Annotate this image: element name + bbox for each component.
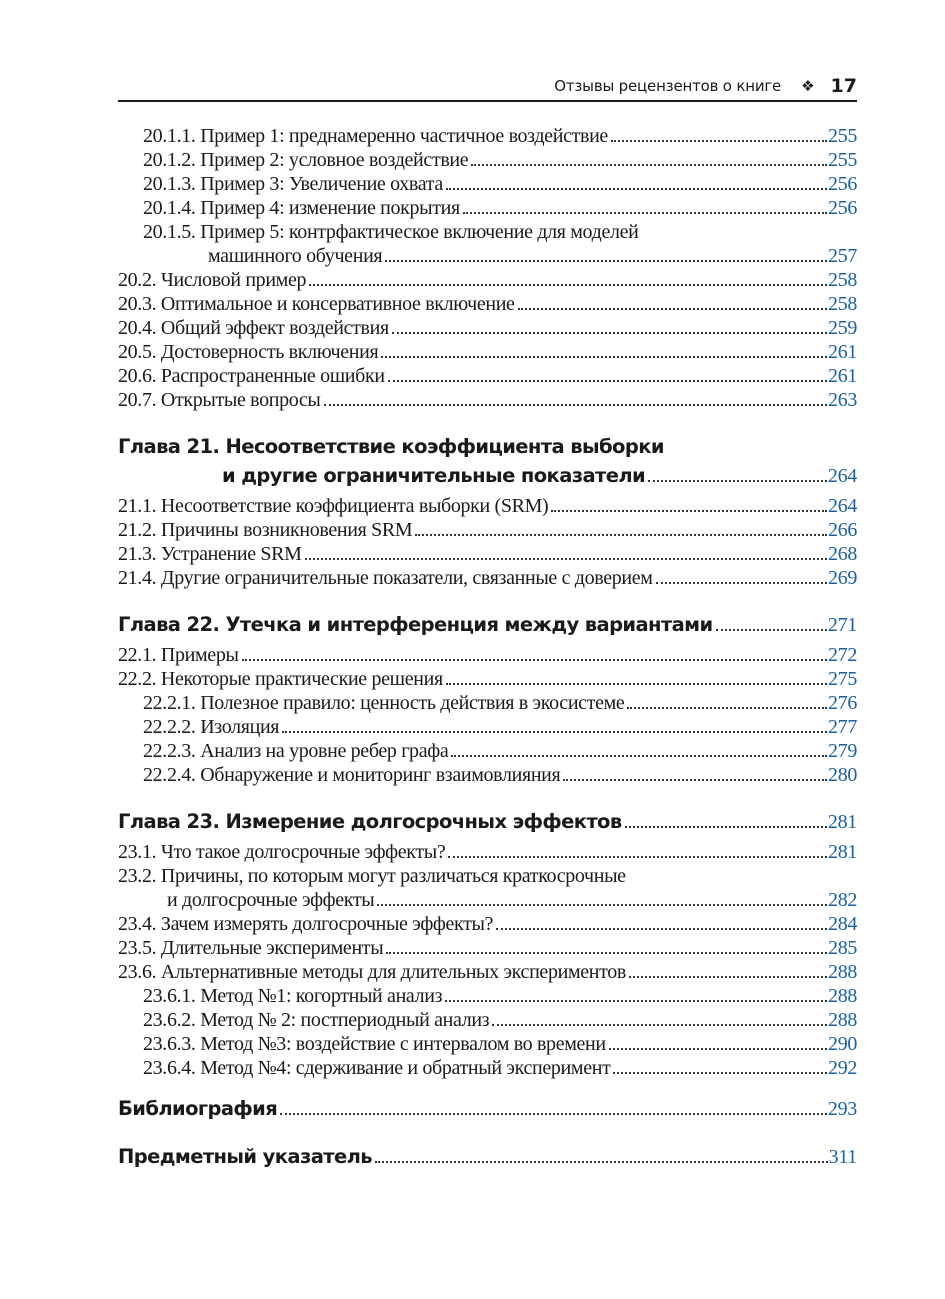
toc-page-link[interactable]: 288 <box>828 1009 857 1031</box>
toc-entry-title: 21.3. Устранение SRM <box>118 543 302 565</box>
dot-leader <box>309 284 827 286</box>
toc-entry-title: 23.6.1. Метод №1: когортный анализ <box>143 985 443 1007</box>
toc-entry[interactable] <box>118 1008 857 1032</box>
toc-entry[interactable] <box>118 566 857 590</box>
toc-line <box>118 172 857 196</box>
toc-line <box>118 542 857 566</box>
toc-entry[interactable] <box>118 763 857 787</box>
toc-entry-title: 22.1. Примеры <box>118 644 239 666</box>
toc-entry-title: 21.2. Причины возникновения SRM <box>118 519 413 541</box>
toc-entry-title: 22.2.4. Обнаружение и мониторинг взаимовлияния <box>143 764 561 786</box>
dot-leader <box>375 1161 828 1163</box>
dot-leader <box>563 779 827 781</box>
dot-leader <box>451 755 827 757</box>
page-number: 17 <box>830 75 857 97</box>
toc-entry-title: 21.4. Другие ограничительные показатели, связанные с доверием <box>118 567 653 589</box>
toc-line <box>118 124 857 148</box>
toc-page-link[interactable]: 271 <box>827 614 857 636</box>
toc-line <box>118 432 857 461</box>
toc-entry[interactable] <box>118 984 857 1008</box>
toc-line <box>118 691 857 715</box>
toc-page-link[interactable]: 292 <box>828 1057 857 1079</box>
toc-line <box>118 340 857 364</box>
toc-line <box>118 864 857 888</box>
dot-leader <box>611 140 827 142</box>
toc-entry-title: 20.1.4. Пример 4: изменение покрытия <box>143 197 460 219</box>
toc-entry-title: 20.1.5. Пример 5: контрфактическое включение для моделей <box>143 221 639 243</box>
toc-page-link[interactable]: 279 <box>828 740 857 762</box>
dot-leader <box>613 1072 827 1074</box>
toc-entry-title: и долгосрочные эффекты <box>167 889 375 911</box>
toc-line <box>118 1008 857 1032</box>
toc-line <box>118 739 857 763</box>
toc-line <box>118 244 857 268</box>
toc-line <box>118 292 857 316</box>
toc-entry[interactable] <box>118 220 857 268</box>
toc-line <box>118 148 857 172</box>
dot-leader <box>648 480 827 482</box>
toc-entry[interactable] <box>118 196 857 220</box>
toc-page-link[interactable]: 275 <box>828 668 857 690</box>
toc-line <box>118 1094 857 1123</box>
dot-leader <box>392 332 827 334</box>
toc-entry-title: 20.1.2. Пример 2: условное воздействие <box>143 149 469 171</box>
toc-page-link[interactable]: 258 <box>828 269 857 291</box>
toc-line <box>118 984 857 1008</box>
toc-entry-title: 23.6.4. Метод №4: сдерживание и обратный эксперимент <box>143 1057 611 1079</box>
toc-line <box>118 494 857 518</box>
toc-page-link[interactable]: 277 <box>828 716 857 738</box>
toc-page-link[interactable]: 255 <box>828 149 857 171</box>
toc-index[interactable] <box>118 1142 857 1171</box>
toc-line <box>118 1142 857 1171</box>
ornament-icon: ❖ <box>801 77 815 95</box>
toc-line <box>118 316 857 340</box>
toc-entry[interactable] <box>118 667 857 691</box>
dot-leader <box>656 582 827 584</box>
toc-entry-title: 23.5. Длительные эксперименты <box>118 937 384 959</box>
dot-leader <box>518 308 827 310</box>
toc-entry-title: 23.1. Что такое долгосрочные эффекты? <box>118 841 446 863</box>
dot-leader <box>446 683 827 685</box>
toc-entry-title: 23.6. Альтернативные методы для длительных экспериментов <box>118 961 627 983</box>
dot-leader <box>609 1048 827 1050</box>
dot-leader <box>377 904 827 906</box>
toc-entry[interactable] <box>118 864 857 912</box>
toc-entry-title: Глава 23. Измерение долгосрочных эффектов <box>118 810 622 833</box>
toc-entry[interactable] <box>118 936 857 960</box>
toc-page-link[interactable]: 261 <box>828 365 857 387</box>
toc-entry-title: 22.2.2. Изоляция <box>143 716 280 738</box>
toc-entry[interactable] <box>118 1056 857 1080</box>
toc-entry-title: машинного обучения <box>208 245 383 267</box>
toc-bibliography[interactable] <box>118 1094 857 1123</box>
toc-entry[interactable] <box>118 340 857 364</box>
dot-leader <box>471 164 827 166</box>
toc-page-link[interactable]: 261 <box>828 341 857 363</box>
toc-entry-title: 22.2.3. Анализ на уровне ребер графа <box>143 740 449 762</box>
toc-line <box>118 715 857 739</box>
toc-page-link[interactable]: 272 <box>828 644 857 666</box>
toc-entry[interactable] <box>118 1032 857 1056</box>
toc-entry[interactable] <box>118 172 857 196</box>
toc-entry-title: 20.1.3. Пример 3: Увеличение охвата <box>143 173 443 195</box>
toc-chapter[interactable] <box>118 610 857 639</box>
toc-page-link[interactable]: 311 <box>828 1146 857 1168</box>
toc-page-link[interactable]: 269 <box>828 567 857 589</box>
toc-page-link[interactable]: 268 <box>828 543 857 565</box>
toc-entry[interactable] <box>118 148 857 172</box>
toc-entry-title: 20.4. Общий эффект воздействия <box>118 317 389 339</box>
toc-line <box>118 960 857 984</box>
toc-entry-title: 20.2. Числовой пример <box>118 269 307 291</box>
running-title: Отзывы рецензентов о книге <box>554 77 782 95</box>
toc-entry-title: 20.6. Распространенные ошибки <box>118 365 385 387</box>
dot-leader <box>282 731 827 733</box>
toc-entry[interactable] <box>118 715 857 739</box>
dot-leader <box>415 534 827 536</box>
dot-leader <box>385 260 827 262</box>
toc-page-link[interactable]: 266 <box>828 519 857 541</box>
dot-leader <box>242 659 827 661</box>
toc-line <box>118 1056 857 1080</box>
dot-leader <box>446 188 827 190</box>
toc-entry[interactable] <box>118 494 857 518</box>
toc-line <box>118 461 857 490</box>
toc-entry-title: 21.1. Несоответствие коэффициента выборки (SRM) <box>118 495 549 517</box>
toc-page-link[interactable]: 281 <box>828 841 857 863</box>
toc-line <box>118 518 857 542</box>
toc-line <box>118 667 857 691</box>
toc-entry[interactable] <box>118 388 857 412</box>
toc-page-link[interactable]: 263 <box>828 389 857 411</box>
toc-entry-title: 20.5. Достоверность включения <box>118 341 379 363</box>
dot-leader <box>716 629 827 631</box>
toc-page-link[interactable]: 290 <box>828 1033 857 1055</box>
dot-leader <box>381 356 827 358</box>
toc-page-link[interactable]: 284 <box>828 913 857 935</box>
toc-entry[interactable] <box>118 518 857 542</box>
toc-page-link[interactable]: 256 <box>828 173 857 195</box>
toc-entry[interactable] <box>118 268 857 292</box>
toc-line <box>118 840 857 864</box>
toc-page-link[interactable]: 258 <box>828 293 857 315</box>
toc-page-link[interactable]: 276 <box>828 692 857 714</box>
toc-line <box>118 643 857 667</box>
toc-entry-title: Глава 22. Утечка и интерференция между вариантами <box>118 613 713 636</box>
toc-entry-title: Глава 21. Несоответствие коэффициента выборки <box>118 435 664 458</box>
toc-entry[interactable] <box>118 542 857 566</box>
toc-entry-title: 20.3. Оптимальное и консервативное включение <box>118 293 515 315</box>
toc-entry[interactable] <box>118 316 857 340</box>
dot-leader <box>386 952 827 954</box>
toc-entry-title: 23.2. Причины, по которым могут различаться краткосрочные <box>118 865 626 887</box>
toc-line <box>118 268 857 292</box>
toc-entry-title: 23.6.2. Метод № 2: постпериодный анализ <box>143 1009 490 1031</box>
toc-line <box>118 364 857 388</box>
toc-line <box>118 566 857 590</box>
toc-line <box>118 936 857 960</box>
toc-entry-title: 23.4. Зачем измерять долгосрочные эффекты? <box>118 913 494 935</box>
toc-entry[interactable] <box>118 292 857 316</box>
toc-chapter[interactable] <box>118 432 857 490</box>
table-of-contents <box>118 124 857 1175</box>
toc-line <box>118 196 857 220</box>
dot-leader <box>629 976 827 978</box>
dot-leader <box>625 826 827 828</box>
toc-entry-title: 23.6.3. Метод №3: воздействие с интервалом во времени <box>143 1033 606 1055</box>
toc-page-link[interactable]: 264 <box>828 495 857 517</box>
toc-page-link[interactable]: 257 <box>828 245 857 267</box>
toc-page-link[interactable]: 288 <box>828 961 857 983</box>
dot-leader <box>305 558 827 560</box>
toc-page-link[interactable]: 264 <box>827 465 857 487</box>
toc-entry-title: 20.1.1. Пример 1: преднамеренно частичное воздействие <box>143 125 608 147</box>
toc-line <box>118 807 857 836</box>
toc-chapter[interactable] <box>118 807 857 836</box>
toc-entry-title: 20.7. Открытые вопросы <box>118 389 321 411</box>
toc-page-link[interactable]: 281 <box>827 811 857 833</box>
toc-line <box>118 912 857 936</box>
toc-page-link[interactable]: 293 <box>827 1098 857 1120</box>
toc-entry[interactable] <box>118 960 857 984</box>
toc-page-link[interactable]: 255 <box>828 125 857 147</box>
toc-entry-title: 22.2.1. Полезное правило: ценность действия в экосистеме <box>143 692 625 714</box>
toc-entry-title: 22.2. Некоторые практические решения <box>118 668 443 690</box>
toc-entry[interactable] <box>118 643 857 667</box>
toc-line <box>118 388 857 412</box>
toc-entry[interactable] <box>118 124 857 148</box>
toc-line <box>118 1032 857 1056</box>
toc-entry-title: Библиография <box>118 1097 278 1120</box>
toc-page-link[interactable]: 282 <box>828 889 857 911</box>
toc-page-link[interactable]: 280 <box>828 764 857 786</box>
dot-leader <box>324 404 828 406</box>
dot-leader <box>492 1024 827 1026</box>
dot-leader <box>627 707 827 709</box>
toc-entry-title: и другие ограничительные показатели <box>222 464 646 487</box>
dot-leader <box>463 212 827 214</box>
toc-entry[interactable] <box>118 912 857 936</box>
dot-leader <box>280 1113 827 1115</box>
dot-leader <box>388 380 827 382</box>
toc-line <box>118 610 857 639</box>
toc-entry[interactable] <box>118 840 857 864</box>
toc-page-link[interactable]: 256 <box>828 197 857 219</box>
toc-line <box>118 220 857 244</box>
toc-line <box>118 763 857 787</box>
dot-leader <box>445 1000 827 1002</box>
dot-leader <box>496 928 827 930</box>
dot-leader <box>448 856 827 858</box>
toc-entry[interactable] <box>118 691 857 715</box>
toc-line <box>118 888 857 912</box>
toc-page-link[interactable]: 259 <box>828 317 857 339</box>
toc-entry[interactable] <box>118 739 857 763</box>
toc-page-link[interactable]: 285 <box>828 937 857 959</box>
toc-entry[interactable] <box>118 364 857 388</box>
dot-leader <box>551 510 827 512</box>
toc-page-link[interactable]: 288 <box>828 985 857 1007</box>
toc-entry-title: Предметный указатель <box>118 1145 373 1168</box>
running-header <box>118 72 857 102</box>
